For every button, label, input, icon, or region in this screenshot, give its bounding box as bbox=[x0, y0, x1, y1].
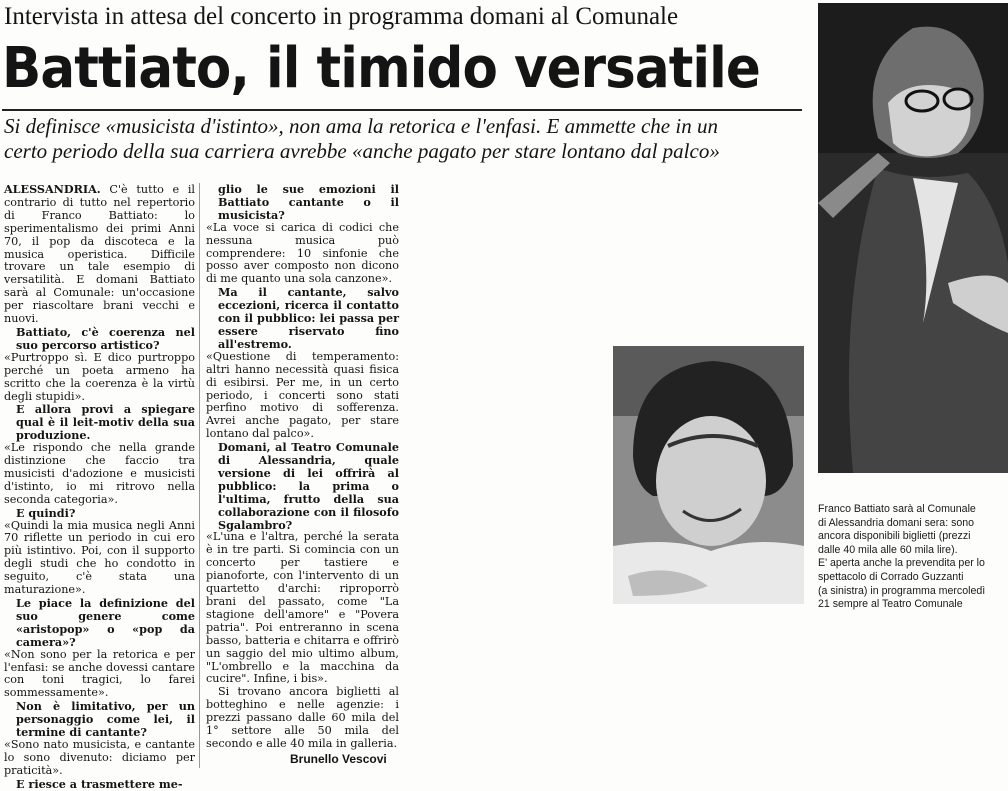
article-column-2 bbox=[206, 183, 399, 751]
caption-line: spettacolo di Corrado Guzzanti bbox=[818, 570, 964, 583]
article-column-1 bbox=[4, 183, 195, 791]
battiato-photo bbox=[818, 3, 1008, 473]
intro-text: C'è tutto e il contrario di tutto nel repertorio di Franco Battiato: lo sperimentalismo dei primi Anni 70, il pop da discoteca e la musica operistica. Difficile trovare un tale esempio di versatilità. E domani Battiato sarà al Comunale: un'occasione per riascoltare brani vecchi e nuovi. bbox=[4, 183, 195, 326]
dateline: ALESSANDRIA. bbox=[4, 182, 101, 196]
article-intro bbox=[4, 183, 195, 326]
answer: «Sono nato musicista, e cantante lo sono divenuto: diciamo per praticità». bbox=[4, 737, 195, 777]
question: E quindi? bbox=[16, 505, 76, 520]
answer: «Non sono per la retorica e per l'enfasi: se anche dovessi cantare con toni tragici, lo farei sommessamente». bbox=[4, 647, 195, 700]
question: E allora provi a spiegare qual è il leit-motiv della sua produzione. bbox=[16, 402, 195, 443]
question: glio le sue emozioni il Battiato cantante o il musicista? bbox=[218, 182, 399, 222]
question: E riesce a trasmettere me- bbox=[16, 776, 183, 791]
question: Battiato, c'è coerenza nel suo percorso artistico? bbox=[16, 324, 195, 352]
question: Non è limitativo, per un personaggio come lei, il termine di cantante? bbox=[16, 699, 195, 740]
caption-line: ancora disponibili biglietti (prezzi bbox=[818, 530, 971, 543]
guzzanti-photo bbox=[613, 346, 804, 604]
kicker: Intervista in attesa del concerto in programma domani al Comunale bbox=[4, 3, 679, 30]
headline: Battiato, il timido versatile bbox=[2, 36, 760, 101]
caption-line: di Alessandria domani sera: sono bbox=[818, 516, 975, 529]
answer: «Le rispondo che nella grande distinzione che faccio tra musicisti d'adozione e musicisti d'istinto, io mi ritrovo nella seconda categoria». bbox=[4, 441, 195, 506]
closing-paragraph: Si trovano ancora biglietti al botteghino e nelle agenzie: i prezzi passano dalle 60 mila del 1° settore alle 50 mila del secondo e alle 40 mila in galleria. bbox=[206, 685, 399, 750]
question: Domani, al Teatro Comunale di Alessandria, quale versione di lei offrirà al pubblico: la prima o l'ultima, frutto della sua collaborazione con il filosofo Sgalambro? bbox=[218, 440, 399, 532]
answer: «Purtroppo sì. E dico purtroppo perché un poeta armeno ha scritto che la coerenza è la virtù degli stupidi». bbox=[4, 350, 195, 403]
answer: «La voce si carica di codici che nessuna musica può comprendere: 10 sinfonie che posso aver composto non dicono di me quanto una sola canzone». bbox=[206, 220, 399, 286]
caption-line: Franco Battiato sarà al Comunale bbox=[818, 503, 976, 515]
caption-line: E' aperta anche la prevendita per lo bbox=[818, 557, 985, 570]
subheadline bbox=[4, 114, 804, 164]
question: Le piace la definizione del suo genere come «aristopop» o «pop da camera»? bbox=[16, 596, 195, 649]
caption-line: dalle 40 mila alle 60 mila lire). bbox=[818, 543, 958, 556]
answer: «Quindi la mia musica negli Anni 70 riflette un periodo in cui ero più istintivo. Poi, con il supporto degli studi che ho condotto in seguito, c'è stata una maturazione». bbox=[4, 518, 195, 597]
subheadline-line: Si definisce «musicista d'istinto», non ama la retorica e l'enfasi. E ammette che in un bbox=[4, 114, 718, 138]
answer: «L'una e l'altra, perché la serata è in tre parti. Si comincia con un concerto per tastiere e pianoforte, con l'intervento di un quartetto d'archi: riproporrò brani del passato, come "La stagione dell'amore" e "Povera patria". Poi entreranno in scena basso, batteria e chitarra e offrirò un saggio del mio ultimo album, "L'ombrello e la macchina da cucire". Infine, i bis». bbox=[206, 530, 399, 686]
byline: Brunello Vescovi bbox=[290, 752, 387, 766]
headline-rule bbox=[2, 109, 802, 111]
photo-caption bbox=[818, 503, 1008, 612]
question: Ma il cantante, salvo eccezioni, ricerca il contatto con il pubblico: lei passa per essere riservato fino all'estremo. bbox=[218, 285, 399, 351]
caption-line: 21 sempre al Teatro Comunale bbox=[818, 598, 963, 611]
caption-line: (a sinistra) in programma mercoledì bbox=[818, 584, 986, 597]
subheadline-line: certo periodo della sua carriera avrebbe «anche pagato per stare lontano dal palco» bbox=[4, 139, 720, 163]
column-divider bbox=[199, 183, 200, 768]
answer: «Questione di temperamento: altri hanno necessità quasi fisica di esibirsi. Per me, in un certo periodo, i concerti sono stati perfino motivo di sofferenza. Avrei anche pagato, per stare lontano dal palco». bbox=[206, 349, 399, 441]
